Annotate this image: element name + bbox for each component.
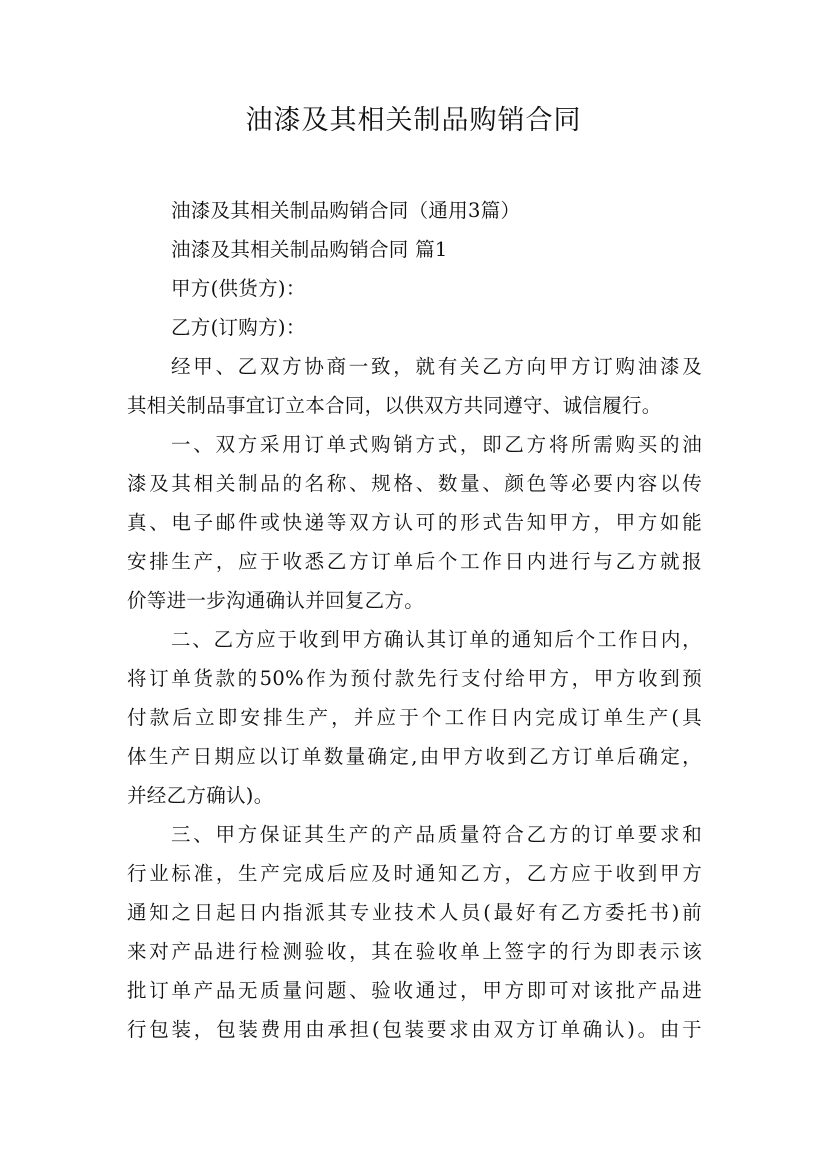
paragraph-line: 行包装，包装费用由承担(包装要求由双方订单确认)。由于: [127, 1018, 702, 1041]
paragraph-line: 价等进一步沟通确认并回复乙方。: [127, 589, 425, 612]
party-a-line: 甲方(供货方)：: [171, 277, 306, 300]
paragraph-line: 行业标准，生产完成后应及时通知乙方，乙方应于收到甲方: [127, 862, 702, 885]
paragraph-line: 体生产日期应以订单数量确定,由甲方收到乙方订单后确定，: [127, 745, 702, 768]
section-heading: 油漆及其相关制品购销合同 篇1: [171, 238, 448, 261]
paragraph-line: 二、乙方应于收到甲方确认其订单的通知后个工作日内，: [171, 628, 702, 651]
paragraph-line: 安排生产，应于收悉乙方订单后个工作日内进行与乙方就报: [127, 550, 702, 573]
paragraph-line: 漆及其相关制品的名称、规格、数量、颜色等必要内容以传: [127, 472, 702, 495]
paragraph-line: 将订单货款的50%作为预付款先行支付给甲方，甲方收到预: [127, 667, 702, 690]
paragraph-line: 批订单产品无质量问题、验收通过，甲方即可对该批产品进: [127, 979, 702, 1002]
paragraph-line: 其相关制品事宜订立本合同，以供双方共同遵守、诚信履行。: [127, 394, 662, 417]
document-body: [127, 191, 702, 1049]
paragraph-line: 真、电子邮件或快递等双方认可的形式告知甲方，甲方如能: [127, 511, 702, 534]
paragraph-line: 来对产品进行检测验收，其在验收单上签字的行为即表示该: [127, 940, 702, 963]
paragraph-line: 三、甲方保证其生产的产品质量符合乙方的订单要求和: [171, 823, 702, 846]
paragraph-line: 并经乙方确认)。: [127, 784, 274, 807]
paragraph-line: 付款后立即安排生产，并应于个工作日内完成订单生产(具: [127, 706, 702, 729]
paragraph-line: 通知之日起日内指派其专业技术人员(最好有乙方委托书)前: [127, 901, 702, 924]
document-subtitle: 油漆及其相关制品购销合同（通用3篇）: [171, 199, 521, 222]
paragraph-line: 经甲、乙双方协商一致，就有关乙方向甲方订购油漆及: [171, 355, 702, 378]
document-title: 油漆及其相关制品购销合同: [245, 105, 582, 136]
paragraph-line: 一、双方采用订单式购销方式，即乙方将所需购买的油: [171, 433, 702, 456]
party-b-line: 乙方(订购方)：: [171, 316, 306, 339]
